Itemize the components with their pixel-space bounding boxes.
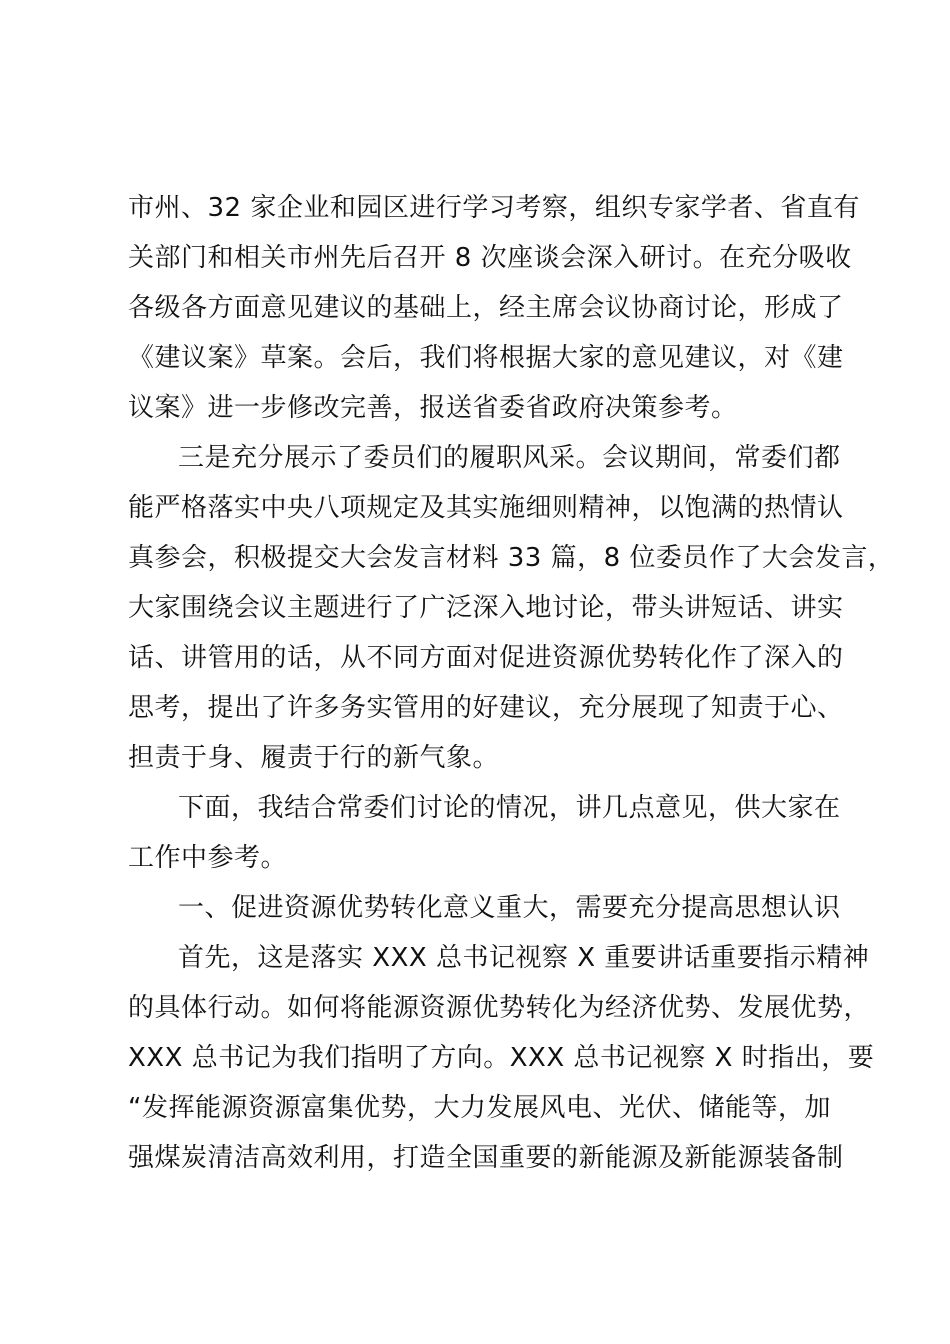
paragraph-start-line: 首先，这是落实 XXX 总书记视察 X 重要讲话重要指示精神 (178, 943, 870, 973)
text-line: 关部门和相关市州先后召开 8 次座谈会深入研讨。在充分吸收 (128, 243, 852, 273)
text-line: 强煤炭清洁高效利用，打造全国重要的新能源及新能源装备制 (128, 1143, 844, 1173)
text-line: 各级各方面意见建议的基础上，经主席会议协商讨论，形成了 (128, 293, 844, 323)
text-line: XXX 总书记为我们指明了方向。XXX 总书记视察 X 时指出，要 (128, 1043, 875, 1073)
paragraph-start-line: 下面，我结合常委们讨论的情况，讲几点意见，供大家在 (178, 793, 841, 823)
section-heading: 一、促进资源优势转化意义重大，需要充分提高思想认识 (178, 893, 841, 923)
text-line: 《建议案》草案。会后，我们将根据大家的意见建议，对《建 (128, 343, 844, 373)
text-line: 议案》进一步修改完善，报送省委省政府决策参考。 (128, 393, 738, 423)
text-line: 担责于身、履责于行的新气象。 (128, 743, 500, 773)
text-line: 大家围绕会议主题进行了广泛深入地讨论，带头讲短话、讲实 (128, 593, 844, 623)
paragraph-start-line: 三是充分展示了委员们的履职风采。会议期间，常委们都 (178, 443, 841, 473)
text-line: 市州、32 家企业和园区进行学习考察，组织专家学者、省直有 (128, 193, 860, 223)
text-line: 话、讲管用的话，从不同方面对促进资源优势转化作了深入的 (128, 643, 844, 673)
text-line: 工作中参考。 (128, 843, 288, 873)
text-line: “发挥能源资源富集优势，大力发展风电、光伏、储能等，加 (128, 1093, 831, 1123)
body-text (128, 188, 895, 1188)
text-line: 思考，提出了许多务实管用的好建议，充分展现了知责于心、 (128, 693, 844, 723)
text-line: 真参会，积极提交大会发言材料 33 篇，8 位委员作了大会发言， (128, 543, 895, 573)
text-line: 能严格落实中央八项规定及其实施细则精神，以饱满的热情认 (128, 493, 844, 523)
text-line: 的具体行动。如何将能源资源优势转化为经济优势、发展优势， (128, 993, 871, 1023)
